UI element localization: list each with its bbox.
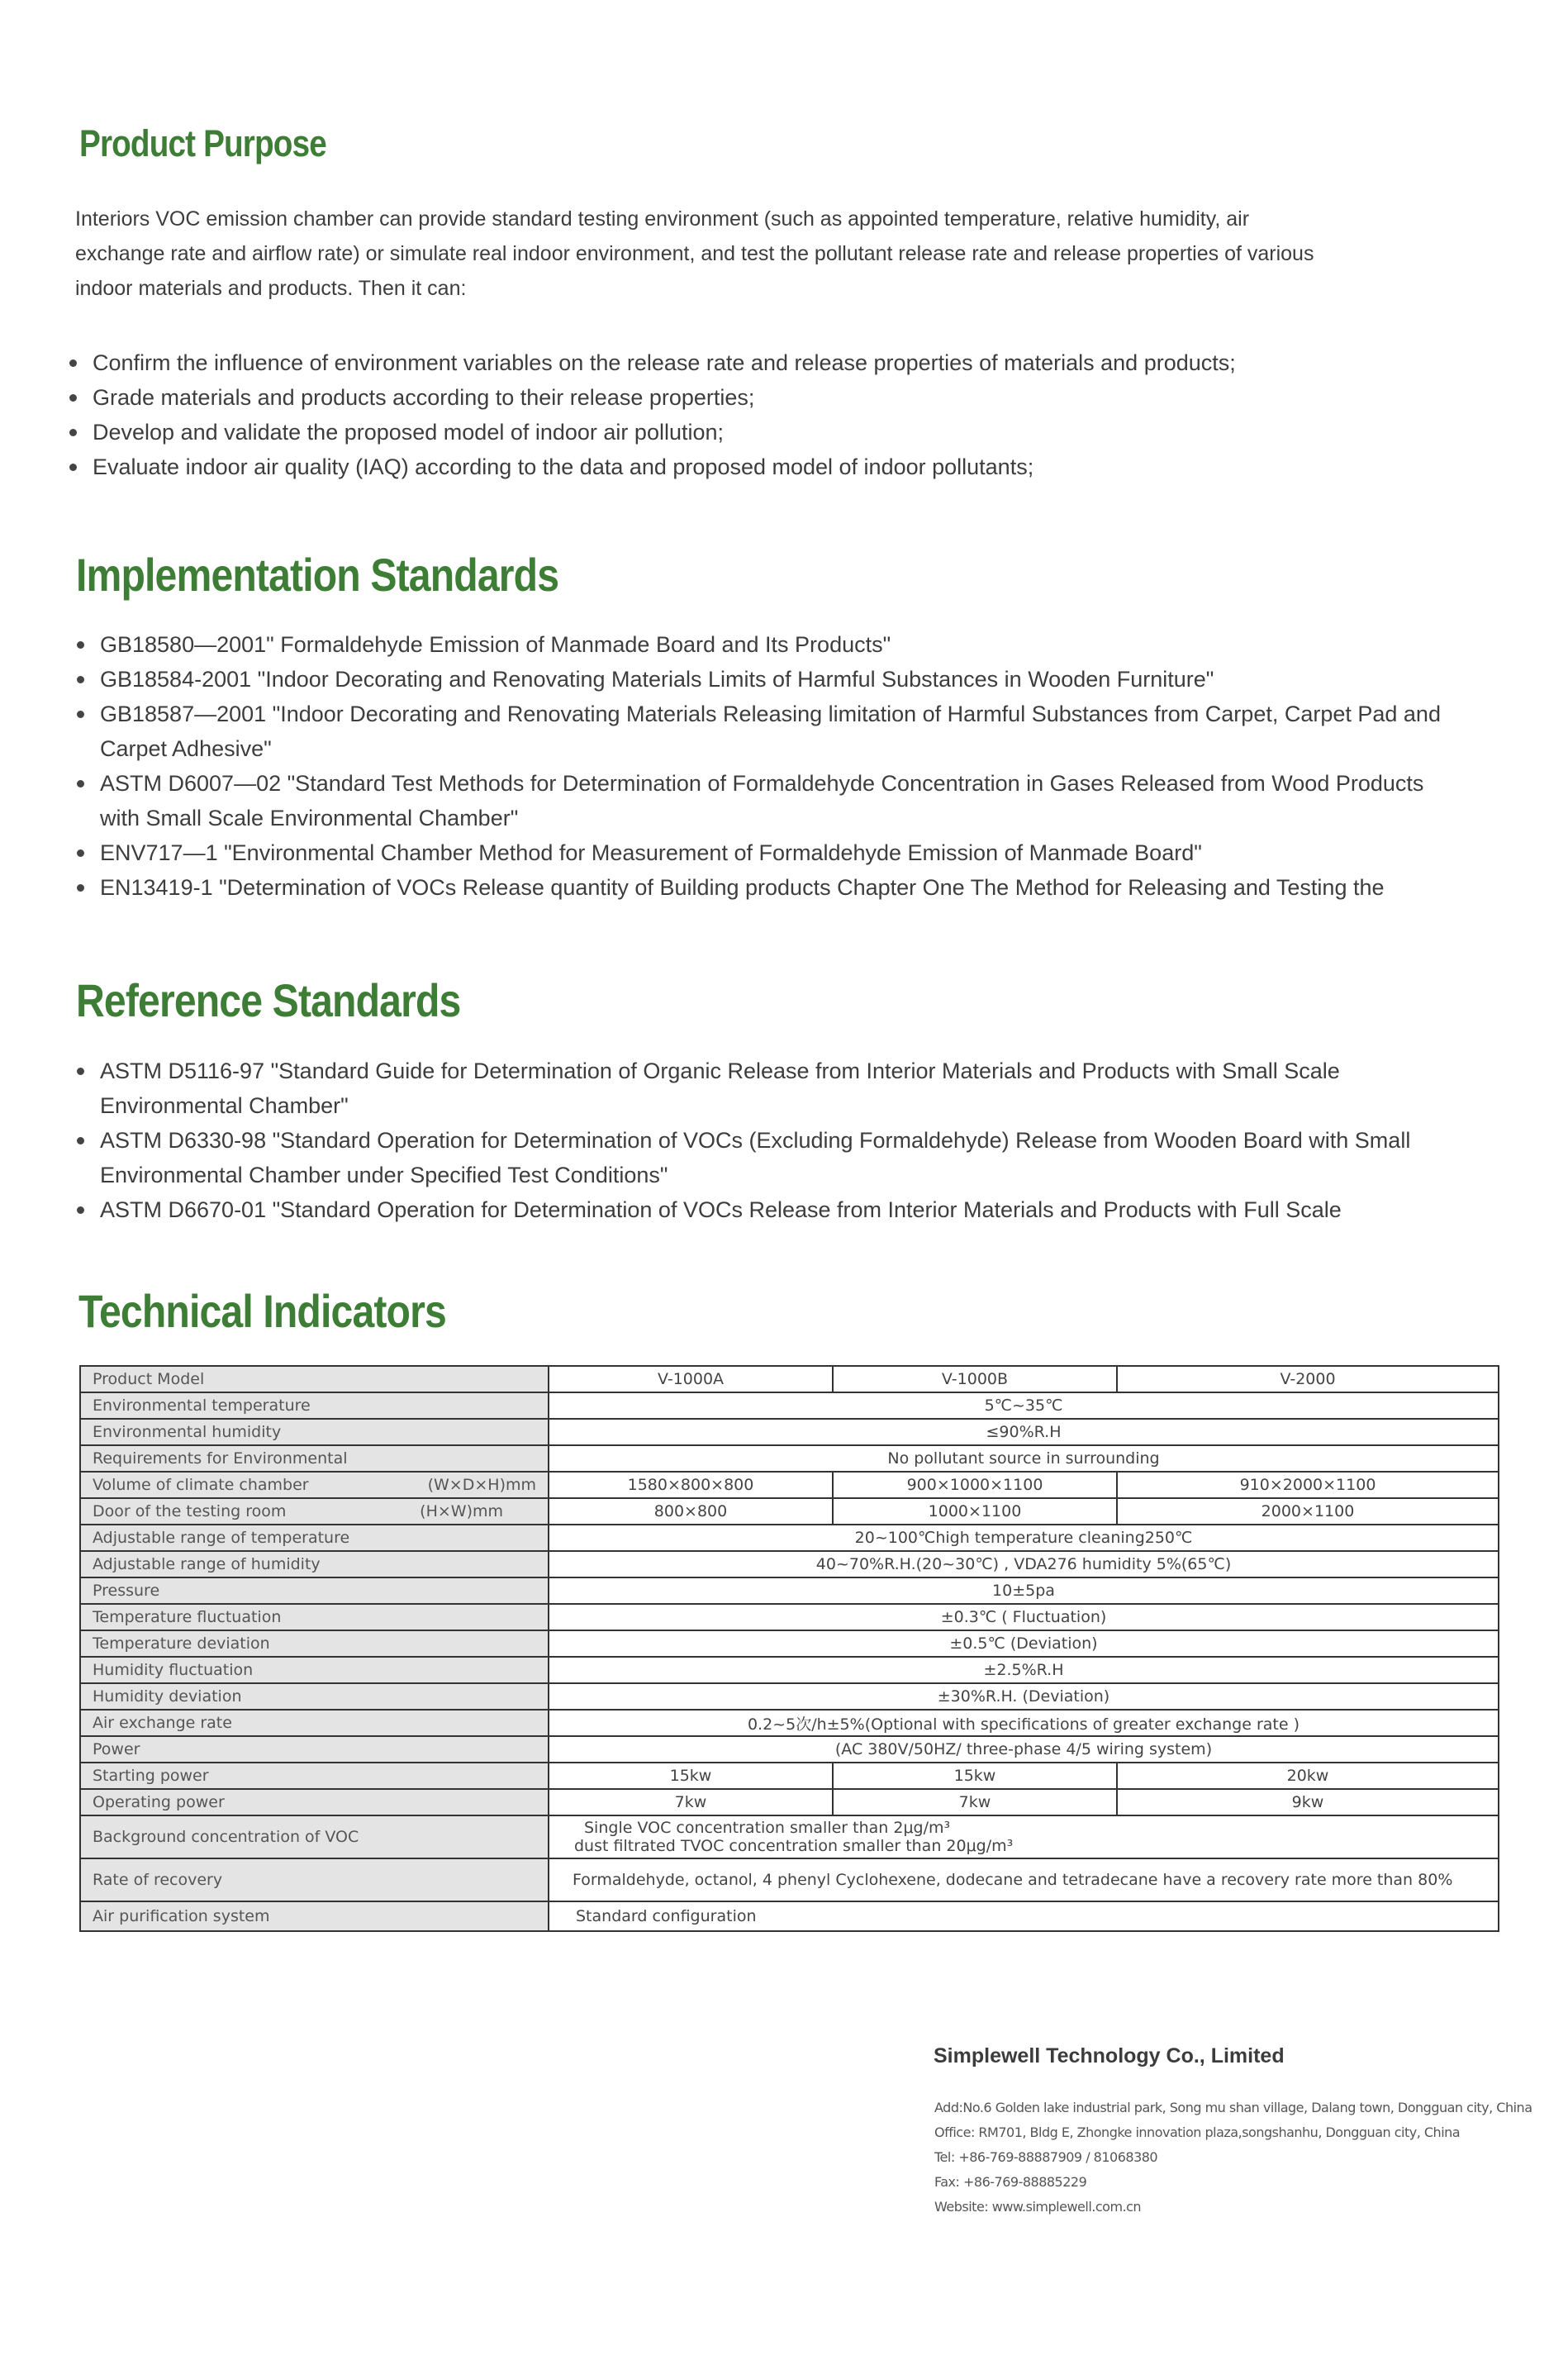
table-row <box>80 1763 1499 1789</box>
table-row <box>80 1604 1499 1630</box>
row-value: 40~70%R.H.(20~30℃) , VDA276 humidity 5%(65℃) <box>549 1551 1499 1577</box>
table-row <box>80 1525 1499 1551</box>
table-row <box>80 1551 1499 1577</box>
row-value: 0.2~5次/h±5%(Optional with specifications of greater exchange rate ) <box>549 1710 1499 1736</box>
table-row <box>80 1901 1499 1931</box>
list-item: ENV717—1 "Environmental Chamber Method for Measurement of Formaldehyde Emission of Manmade Board" <box>77 835 1448 870</box>
row-label: Rate of recovery <box>80 1858 549 1901</box>
table-row <box>80 1366 1499 1392</box>
model-cell: V-1000A <box>549 1366 833 1392</box>
row-label: Humidity fluctuation <box>80 1657 549 1683</box>
table-row <box>80 1815 1499 1858</box>
row-label-text: Volume of climate chamber <box>93 1476 309 1494</box>
row-value-line: dust filtrated TVOC concentration smaller than 20μg/m³ <box>574 1837 1014 1855</box>
row-label-text: Door of the testing room <box>93 1502 287 1520</box>
row-label: Adjustable range of temperature <box>80 1525 549 1551</box>
company-fax: Fax: +86-769-88885229 <box>934 2174 1087 2190</box>
row-label: Operating power <box>80 1789 549 1815</box>
list-item: ASTM D6670-01 "Standard Operation for Determination of VOCs Release from Interior Materials and Products with Full Scale <box>77 1192 1448 1227</box>
row-label <box>80 1472 549 1498</box>
row-value: No pollutant source in surrounding <box>549 1445 1499 1472</box>
reference-standards-list <box>77 1054 1448 1227</box>
list-item: ASTM D6007—02 "Standard Test Methods for Determination of Formaldehyde Concentration in Gases Released from Wood Products with Small Scale Environmental Chamber" <box>77 766 1448 835</box>
list-item: ASTM D6330-98 "Standard Operation for Determination of VOCs (Excluding Formaldehyde) Release from Wooden Board with Small Environmental Chamber under Specified Test Conditions" <box>77 1123 1448 1192</box>
table-row <box>80 1858 1499 1901</box>
row-value: 9kw <box>1117 1789 1499 1815</box>
row-value: 20~100℃high temperature cleaning250℃ <box>549 1525 1499 1551</box>
row-value: ±2.5%R.H <box>549 1657 1499 1683</box>
company-website: Website: www.simplewell.com.cn <box>934 2199 1142 2215</box>
list-item: ASTM D5116-97 "Standard Guide for Determination of Organic Release from Interior Materials and Products with Small Scale Environmental Chamber" <box>77 1054 1448 1123</box>
list-item: Confirm the influence of environment variables on the release rate and release properties of materials and products; <box>69 345 1358 380</box>
company-office: Office: RM701, Bldg E, Zhongke innovation plaza,songshanhu, Dongguan city, China <box>934 2124 1461 2140</box>
table-row <box>80 1630 1499 1657</box>
row-label: Product Model <box>80 1366 549 1392</box>
row-value: 1000×1100 <box>833 1498 1117 1525</box>
table-row <box>80 1736 1499 1763</box>
reference-standards-heading: Reference Standards <box>76 974 461 1026</box>
model-cell: V-1000B <box>833 1366 1117 1392</box>
model-cell: V-2000 <box>1117 1366 1499 1392</box>
company-contact <box>934 2096 1532 2220</box>
row-value: (AC 380V/50HZ/ three-phase 4/5 wiring system) <box>549 1736 1499 1763</box>
row-value: 910×2000×1100 <box>1117 1472 1499 1498</box>
row-value: 1580×800×800 <box>549 1472 833 1498</box>
table-row <box>80 1789 1499 1815</box>
row-value-line: Single VOC concentration smaller than 2μg/m³ <box>584 1819 951 1837</box>
row-value: 900×1000×1100 <box>833 1472 1117 1498</box>
row-label: Power <box>80 1736 549 1763</box>
row-value: 7kw <box>833 1789 1117 1815</box>
row-value: 5℃~35℃ <box>549 1392 1499 1419</box>
table-row <box>80 1392 1499 1419</box>
company-name: Simplewell Technology Co., Limited <box>934 2044 1285 2067</box>
row-unit: (H×W)mm <box>420 1502 503 1520</box>
table-row <box>80 1710 1499 1736</box>
row-value: Formaldehyde, octanol, 4 phenyl Cyclohexene, dodecane and tetradecane have a recovery rate more than 80% <box>549 1858 1499 1901</box>
row-label: Environmental temperature <box>80 1392 549 1419</box>
list-item: Grade materials and products according to their release properties; <box>69 380 1358 415</box>
row-value: ≤90%R.H <box>549 1419 1499 1445</box>
row-label: Humidity deviation <box>80 1683 549 1710</box>
row-value: ±0.5℃ (Deviation) <box>549 1630 1499 1657</box>
row-label: Background concentration of VOC <box>80 1815 549 1858</box>
company-address: Add:No.6 Golden lake industrial park, Song mu shan village, Dalang town, Dongguan city, China <box>934 2100 1532 2115</box>
row-label <box>80 1498 549 1525</box>
row-label: Temperature deviation <box>80 1630 549 1657</box>
technical-indicators-table <box>79 1365 1499 1932</box>
company-tel: Tel: +86-769-88887909 / 81068380 <box>934 2149 1158 2165</box>
row-value: 10±5pa <box>549 1577 1499 1604</box>
list-item: EN13419-1 "Determination of VOCs Release quantity of Building products Chapter One The Method for Releasing and Testing the <box>77 870 1448 905</box>
row-value: 15kw <box>549 1763 833 1789</box>
table-row <box>80 1657 1499 1683</box>
implementation-standards-heading: Implementation Standards <box>76 549 559 601</box>
row-value: 20kw <box>1117 1763 1499 1789</box>
row-label: Air exchange rate <box>80 1710 549 1736</box>
row-value: Standard configuration <box>549 1901 1499 1931</box>
row-label: Pressure <box>80 1577 549 1604</box>
row-value: 2000×1100 <box>1117 1498 1499 1525</box>
table-row <box>80 1419 1499 1445</box>
table-row <box>80 1472 1499 1498</box>
list-item: GB18580—2001" Formaldehyde Emission of Manmade Board and Its Products" <box>77 627 1448 662</box>
row-value: 15kw <box>833 1763 1117 1789</box>
table-row <box>80 1445 1499 1472</box>
list-item: Evaluate indoor air quality (IAQ) according to the data and proposed model of indoor pollutants; <box>69 450 1358 484</box>
table-row <box>80 1683 1499 1710</box>
row-label: Temperature fluctuation <box>80 1604 549 1630</box>
implementation-standards-list <box>77 627 1448 905</box>
row-value: ±0.3℃ ( Fluctuation) <box>549 1604 1499 1630</box>
table-row <box>80 1498 1499 1525</box>
row-value: 7kw <box>549 1789 833 1815</box>
row-value: 800×800 <box>549 1498 833 1525</box>
row-value: ±30%R.H. (Deviation) <box>549 1683 1499 1710</box>
table-row <box>80 1577 1499 1604</box>
product-purpose-paragraph: Interiors VOC emission chamber can provide standard testing environment (such as appointed temperature, relative humidity, air exchange rate and airflow rate) or simulate real indoor environment, and test the pollutant release rate and release properties of various indoor materials and products. Then it can: <box>75 207 1314 300</box>
row-label: Environmental humidity <box>80 1419 549 1445</box>
product-purpose-heading: Product Purpose <box>79 122 326 164</box>
list-item: GB18584-2001 "Indoor Decorating and Renovating Materials Limits of Harmful Substances in Wooden Furniture" <box>77 662 1448 697</box>
row-label: Air purification system <box>80 1901 549 1931</box>
row-label: Starting power <box>80 1763 549 1789</box>
row-unit: (W×D×H)mm <box>427 1476 536 1494</box>
row-label: Adjustable range of humidity <box>80 1551 549 1577</box>
purpose-list <box>69 345 1358 484</box>
row-value <box>549 1815 1499 1858</box>
technical-indicators-heading: Technical Indicators <box>78 1285 446 1337</box>
list-item: Develop and validate the proposed model of indoor air pollution; <box>69 415 1358 450</box>
list-item: GB18587—2001 "Indoor Decorating and Renovating Materials Releasing limitation of Harmful Substances from Carpet, Carpet Pad and Carpet Adhesive" <box>77 697 1448 766</box>
row-label: Requirements for Environmental <box>80 1445 549 1472</box>
